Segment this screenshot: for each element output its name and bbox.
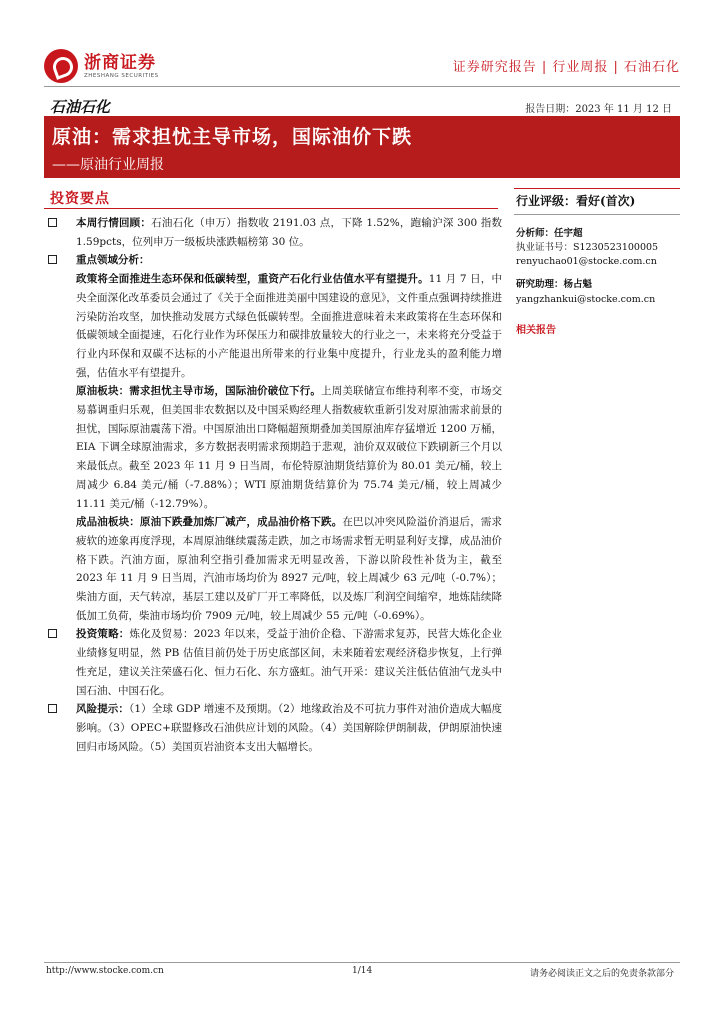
checkbox-bullet-icon — [48, 704, 57, 713]
item-heading: 风险提示： — [76, 703, 130, 716]
paragraph-lead: 原油板块：需求担忧主导市场，国际油价破位下行。 — [76, 385, 322, 398]
item-heading: 本周行情回顾： — [76, 217, 152, 229]
item-text: 炼化及贸易：2023 年以来，受益于油价企稳、下游需求复苏，民营大炼化企业业绩修复明显，然 PB 估值目前仍处于历史底部区间，未来随着宏观经济稳步恢复，上行弹性充足，建议关注荣盛石化、恒力石化、东方盛虹。油气开采：建议关注低估值油气龙头中国石油、中国石化。 — [76, 628, 503, 697]
analyst-cert: 执业证书号：S1230523100005 — [516, 242, 659, 253]
paragraph-text: 上周美联储宣布维持利率不变，市场交易慕调重归乐观，但美国非农数据以及中国采购经理人指数疲软重新引发对原油需求前景的担忧，国际原油震荡下滑。中国原油出口降幅超预期叠加美国原油库存猛增近 1200 万桶，EIA 下调全球原油需求，多方数据表明需求预期趋于悲观，油价双双破位下跌刷新三个月以来最低点。截至 2023 年 11 月 9 日当周，布伦特原油期货结算价为 80.01 美元/桶，较上周减少 6.84 美元/桶（-7.88%）；WTI 原油期货结算价为 75.74 美元/桶，较上周减少 11.11 美元/桶（-12.79%）。 — [76, 385, 503, 510]
logo-name-en: ZHESHANG SECURITIES — [84, 73, 159, 79]
footer-divider — [44, 962, 680, 963]
company-logo — [44, 46, 172, 86]
sector-label: 石油石化 — [50, 98, 111, 116]
list-item — [48, 700, 502, 756]
paragraph — [76, 270, 502, 382]
checkbox-bullet-icon — [48, 255, 57, 264]
footer-url[interactable]: http://www.stocke.com.cn — [46, 966, 164, 976]
assistant-name: 研究助理：杨占魁 — [516, 279, 593, 290]
list-item — [48, 625, 502, 700]
sidebar-divider — [514, 214, 680, 215]
header-divider — [44, 86, 680, 87]
paragraph-lead: 成品油板块：原油下跌叠加炼厂减产，成品油价格下跌。 — [76, 516, 343, 529]
item-text: （1）全球 GDP 增速不及预期。（2）地缘政治及不可抗力事件对油价造成大幅度影响。（3）OPEC+联盟修改石油供应计划的风险。（4）美国解除伊朗制裁，伊朗原油快速回归市场风险。（5）美国页岩油资本支出大幅增长。 — [76, 703, 503, 753]
analyst-email[interactable]: renyuchao01@stocke.com.cn — [516, 256, 657, 267]
sidebar-top-divider — [514, 188, 680, 189]
page-number: 1/14 — [352, 966, 373, 976]
section-heading: 投资要点 — [50, 191, 110, 207]
paragraph — [76, 382, 502, 513]
paragraph-lead: 政策将全面推进生态环保和低碳转型，重资产石化行业估值水平有望提升。 — [76, 273, 429, 286]
report-date: 报告日期：2023 年 11 月 12 日 — [525, 104, 672, 115]
footer-disclaimer: 请务必阅读正文之后的免责条款部分 — [529, 969, 674, 979]
item-text: 石油石化（申万）指数收 2191.03 点，下降 1.52%，跑输沪深 300 指数 1.59pcts，位列申万一级板块涨跌幅榜第 30 位。 — [76, 217, 503, 248]
list-item — [48, 214, 502, 251]
logo-mark-icon — [44, 49, 78, 83]
checkbox-bullet-icon — [48, 629, 57, 638]
assistant-email[interactable]: yangzhankui@stocke.com.cn — [516, 294, 656, 305]
report-type: 证券研究报告 | 行业周报 | 石油石化 — [452, 60, 680, 75]
item-heading: 投资策略： — [76, 628, 130, 641]
list-item — [48, 251, 502, 625]
paragraph — [76, 513, 502, 625]
related-reports-heading: 相关报告 — [516, 325, 556, 336]
checkbox-bullet-icon — [48, 218, 57, 227]
analyst-name: 分析师：任宇超 — [516, 228, 583, 239]
logo-name-cn: 浙商证券 — [84, 53, 156, 73]
report-title: 原油：需求担忧主导市场，国际油价下跌 — [52, 126, 413, 148]
section-divider — [44, 208, 498, 209]
paragraph-text: 在巴以冲突风险溢价消退后，需求疲软的迹象再度浮现，本周原油继续震荡走跌，加之市场需求暂无明显利好支撑，成品油价格下跌。汽油方面，原油利空指引叠加需求无明显改善，下游以阶段性补货为主，截至 2023 年 11 月 9 日当周，汽油市场均价为 8927 元/吨，较上周减少 63 元/吨（-0.7%）；柴油方面，天气转凉，基层工建以及矿厂开工率降低，以及炼厂利润空间缩窄，地炼陆续降低加工负荷，柴油市场均价 7909 元/吨，较上周减少 55 元/吨（-0.69%）。 — [76, 516, 503, 622]
report-subtitle: ——原油行业周报 — [52, 157, 164, 173]
paragraph-text: 11 月 7 日，中央全面深化改革委员会通过了《关于全面推进美丽中国建设的意见》，文件重点强调持续推进污染防治攻坚，加快推动发展方式绿色低碳转型。全面推进意味着未来政策将在生态环保和低碳领域全面提速，石化行业作为环保压力和碳排放量较大的行业之一，未来将充分受益于行业内环保和双碳不达标的小产能退出所带来的行业集中度提升，行业龙头的盈利能力增强，估值水平有望提升。 — [76, 273, 502, 379]
title-banner — [44, 116, 680, 178]
industry-rating: 行业评级：看好(首次) — [516, 194, 636, 208]
item-heading: 重点领域分析： — [76, 254, 150, 267]
main-body — [48, 214, 502, 756]
